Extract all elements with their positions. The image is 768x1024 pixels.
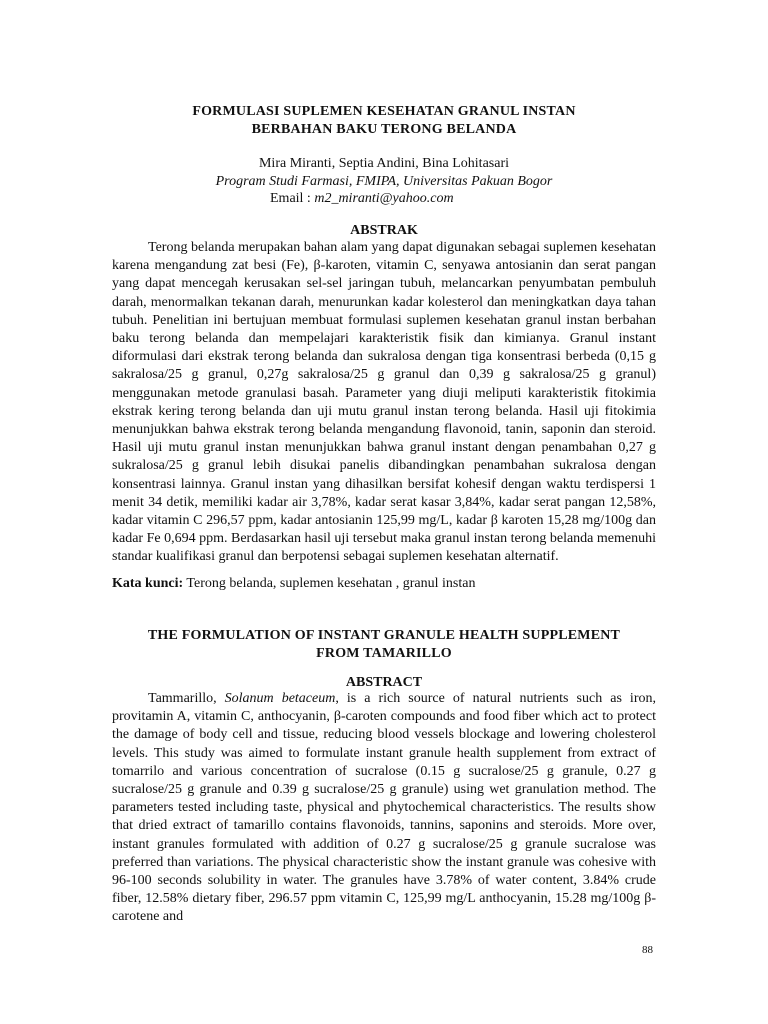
keywords-text: Terong belanda, suplemen kesehatan , granul instan (183, 576, 476, 591)
keywords-line (112, 575, 656, 593)
affiliation (110, 173, 658, 191)
paper-title-line-1: FORMULASI SUPLEMEN KESEHATAN GRANUL INSTAN (192, 104, 576, 119)
abstract-lead: Tammarillo, (148, 691, 225, 706)
abstrak-body: Terong belanda merupakan bahan alam yang dapat digunakan sebagai suplemen kesehatan karena mengandung zat besi (Fe), β-karoten, vitamin C, senyawa antosianin dan serat pangan yang dapat mencegah kerusakan sel-sel jaringan tubuh, melancarkan penyumbatan pembuluh darah, menormalkan tekanan darah, menurunkan kadar kolesterol dan meningkatkan daya tahan tubuh. Penelitian ini bertujuan membuat formulasi suplemen kesehatan granul instan berbahan baku terong belanda dan mempelajari karakteristik fisik dan kimianya. Granul instant diformulasi dari ekstrak terong belanda dan sukralosa dengan tiga konsentrasi berbeda (0,15 g sakralosa/25 g granul, 0,27g sakralosa/25 g granul dan 0,39 g sakralosa/25 g granul) menggunakan metode granulasi basah. Parameter yang diuji meliputi karakteristik fitokimia ekstrak kering terong belanda dan uji mutu granul instan terong belanda. Hasil uji fitokimia menunjukkan bahwa ekstrak terong belanda mengandung flavonoid, tanin, saponin dan steroid. Hasil uji mutu granul instan menunjukkan bahwa granul instant dengan penambahan 0,27 g sukralosa/25 g granul lebih disukai panelis dibandingkan penambahan sukralosa dengan konsentrasi lainnya. Granul instan yang dihasilkan bersifat kohesif dengan waktu terdispersi 1 menit 34 detik, memiliki kadar air 3,78%, kadar serat kasar 3,84%, kadar serat pangan 12,58%, kadar vitamin C 296,57 ppm, kadar antosianin 125,99 mg/L, kadar β karoten 15,28 mg/100g dan kadar Fe 0,694 ppm. Berdasarkan hasil uji tersebut maka granul instan terong belanda memenuhi standar kualifikasi granul dan berpotensi sebagai suplemen kesehatan alternatif. (112, 240, 656, 565)
authors: Mira Miranti, Septia Andini, Bina Lohitasari (258, 156, 510, 171)
affiliation-text: Program Studi Farmasi, FMIPA, Universitas Pakuan Bogor (215, 174, 553, 189)
species-name: Solanum betaceum (224, 691, 336, 706)
email-address: m2_miranti@yahoo.com (314, 191, 454, 206)
english-title-line-2: FROM TAMARILLO (316, 646, 452, 661)
page-number: 88 (642, 944, 653, 956)
abstract-text: , is a rich source of natural nutrients such as iron, provitamin A, vitamin C, anthocyanin, β-caroten compounds and food fiber which act to protect the damage of body cell and tissue, reducing blood vessels blockage and lowering cholesterol levels. This study was aimed to formulate instant granule health supplement from extract of tomarrilo and various concentration of sucralose (0.15 g sucralose/25 g granule, 0.27 g sucralose/25 g granule and 0.39 g sucralose/25 g granule) using wet granulation method. The parameters tested including taste, physical and phytochemical characteristics. The results show that dried extract of tamarillo contains flavonoids, tannins, saponins and steroids. More over, instant granules formulated with addition of 0.27 g sucralose/25 g granule sucralose was preferred than variations. The physical characteristic show the instant granule was cohesive with 96-100 seconds solubility in water. The granules have 3.78% of water content, 3.84% crude fiber, 12.58% dietary fiber, 296.57 ppm vitamin C, 125,99 mg/L anthocyanin, 15.28 mg/100g β-carotene and (112, 691, 656, 925)
email-label: Email : (270, 191, 315, 206)
abstrak-heading: ABSTRAK (350, 223, 418, 238)
abstract-heading: ABSTRACT (345, 675, 423, 690)
paper-title-line-2: BERBAHAN BAKU TERONG BELANDA (251, 122, 517, 137)
english-title-line-1: THE FORMULATION OF INSTANT GRANULE HEALTH SUPPLEMENT (147, 628, 621, 643)
keywords-label: Kata kunci: (112, 576, 184, 591)
email-line (270, 190, 454, 208)
abstract-body (112, 690, 656, 927)
